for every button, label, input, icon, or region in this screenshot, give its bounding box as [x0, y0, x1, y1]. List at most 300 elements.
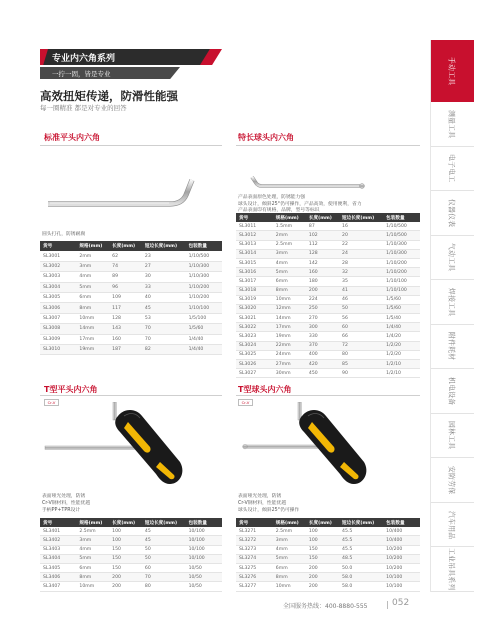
- sidebar-tab: [431, 102, 474, 147]
- table-cell: 30mm: [275, 370, 291, 376]
- table-cell: 1/2/10: [386, 370, 401, 376]
- section-description: 表面哑光处理，防锈: [238, 494, 282, 499]
- table-row: [236, 250, 420, 259]
- sidebar-tab-label: 附件耗材: [447, 332, 456, 361]
- table-cell: 1/10/200: [386, 269, 407, 275]
- section-divider: [236, 145, 420, 146]
- table-cell: 128: [112, 315, 121, 321]
- table-cell: 10mm: [275, 297, 291, 303]
- table-cell: 82: [144, 347, 151, 353]
- table-cell: 10/200: [386, 547, 403, 553]
- table-cell: 1/10/100: [386, 288, 407, 294]
- table-cell: SL3011: [239, 223, 257, 229]
- sidebar-tab-label: 汽车用品: [447, 510, 456, 539]
- table-header-row: [236, 518, 420, 527]
- spec-table-t-flat: [40, 518, 222, 592]
- table-cell: SL3021: [239, 315, 257, 321]
- table-cell: 1/5/60: [386, 297, 401, 303]
- table-cell: 2mm: [79, 253, 92, 259]
- table-row: [236, 564, 420, 573]
- table-cell: 33: [144, 284, 151, 290]
- section-divider: [40, 395, 222, 396]
- table-cell: 200: [308, 565, 318, 571]
- table-cell: 1/10/200: [386, 260, 407, 266]
- table-cell: 45.5: [342, 537, 353, 543]
- service-hotline: 全国服务热线：400-8880-555: [283, 603, 368, 610]
- t-handle-ball-key-image: [236, 402, 386, 487]
- table-cell: 224: [308, 297, 318, 303]
- table-row: [40, 283, 222, 293]
- section-title-t-flat: T型平头内六角: [44, 385, 98, 394]
- table-cell: 89: [112, 274, 118, 280]
- sidebar-tab: [431, 325, 474, 370]
- table-cell: SL3027: [239, 370, 257, 376]
- table-cell: 100: [308, 537, 318, 543]
- table-cell: 8mm: [275, 574, 288, 580]
- sidebar-tab: [431, 236, 474, 281]
- table-row: [236, 369, 420, 378]
- table-cell: SL3020: [239, 306, 257, 312]
- table-row: [236, 231, 420, 240]
- table-cell: 160: [112, 336, 121, 342]
- column-header: 短边长度(mm): [144, 244, 178, 250]
- t-handle-flat-key-image: [40, 402, 190, 487]
- table-cell: 420: [308, 361, 318, 367]
- table-cell: 2.5mm: [79, 528, 96, 534]
- table-cell: SL3009: [43, 336, 61, 342]
- table-cell: 17mm: [275, 324, 291, 330]
- table-row: [236, 527, 420, 536]
- table-cell: 200: [308, 288, 318, 294]
- ball-hex-key-image: [244, 172, 374, 194]
- table-cell: 3mm: [275, 537, 288, 543]
- table-cell: 2mm: [275, 232, 288, 238]
- section-description: 表面哑光处理，防锈: [42, 494, 86, 499]
- table-cell: 10/100: [386, 583, 403, 589]
- table-cell: SL3276: [239, 574, 257, 580]
- table-cell: 50: [342, 306, 348, 312]
- table-cell: SL3406: [43, 574, 61, 580]
- table-cell: SL3272: [239, 537, 257, 543]
- table-cell: SL3026: [239, 361, 257, 367]
- table-cell: 250: [308, 306, 318, 312]
- slogan: 一拧一固，皆是专业: [52, 69, 111, 78]
- sidebar-tab-label: 气动工具: [447, 243, 456, 272]
- table-cell: 72: [342, 343, 348, 349]
- table-cell: 70: [144, 336, 151, 342]
- table-cell: SL3007: [43, 315, 61, 321]
- table-cell: 70: [144, 574, 151, 580]
- sidebar-tab: [431, 40, 474, 102]
- table-cell: 66: [342, 334, 348, 340]
- table-header-row: [236, 213, 420, 222]
- table-cell: 150: [112, 556, 121, 562]
- material-badge: Cr-V: [238, 399, 253, 406]
- sidebar-tab: [431, 147, 474, 192]
- table-cell: SL3275: [239, 565, 257, 571]
- table-row: [236, 536, 420, 545]
- table-cell: SL3401: [43, 528, 61, 534]
- table-cell: 1/5/40: [386, 315, 401, 321]
- section-divider: [236, 395, 420, 396]
- table-cell: SL3019: [239, 297, 257, 303]
- table-cell: 4mm: [79, 547, 92, 553]
- table-row: [236, 287, 420, 296]
- table-cell: 10/200: [386, 556, 403, 562]
- table-row: [236, 323, 420, 332]
- table-cell: 150: [308, 547, 318, 553]
- column-header: 长度(mm): [112, 244, 136, 250]
- table-row: [40, 573, 222, 582]
- column-header: 长度(mm): [308, 215, 332, 221]
- table-row: [40, 564, 222, 573]
- table-cell: SL3402: [43, 537, 61, 543]
- table-cell: 300: [308, 324, 318, 330]
- table-cell: 8mm: [275, 288, 288, 294]
- table-row: [236, 268, 420, 277]
- spec-table-long-ball: [236, 213, 420, 378]
- table-row: [40, 303, 222, 313]
- column-header: 货号: [43, 244, 53, 250]
- spec-table-t-ball: [236, 518, 420, 592]
- table-cell: 70: [144, 326, 151, 332]
- table-cell: 10/100: [188, 528, 205, 534]
- table-cell: 1/4/20: [386, 334, 401, 340]
- table-row: [40, 335, 222, 345]
- table-cell: SL3015: [239, 260, 257, 266]
- table-cell: 1/10/500: [188, 253, 210, 259]
- sidebar-tab-label: 机电设备: [447, 376, 456, 406]
- table-cell: SL3017: [239, 278, 257, 284]
- table-cell: 53: [144, 315, 151, 321]
- table-row: [236, 305, 420, 314]
- table-cell: SL3014: [239, 251, 257, 257]
- section-title-t-ball: T型球头内六角: [238, 385, 292, 394]
- table-cell: 370: [308, 343, 318, 349]
- table-cell: 10mm: [79, 583, 95, 589]
- table-cell: 80: [144, 583, 151, 589]
- table-cell: 450: [308, 370, 318, 376]
- table-cell: 60: [144, 565, 151, 571]
- sidebar-tab: [431, 458, 474, 503]
- section-description: 手柄PP+TPR设计: [42, 508, 81, 513]
- table-cell: SL3018: [239, 288, 257, 294]
- table-cell: 1/10/200: [188, 284, 210, 290]
- sidebar-tab-label: 工业吊具系列: [447, 547, 456, 591]
- table-cell: 1/10/100: [386, 278, 407, 284]
- table-cell: 1/4/40: [386, 324, 401, 330]
- table-cell: 3mm: [275, 251, 288, 257]
- column-header: 货号: [239, 215, 249, 221]
- column-header: 包装数量: [386, 215, 405, 221]
- table-cell: 32: [342, 269, 348, 275]
- table-row: [40, 251, 222, 261]
- spec-table-standard-flat: [40, 241, 222, 355]
- table-cell: 5mm: [275, 269, 288, 275]
- table-row: [40, 546, 222, 555]
- table-cell: 45.5: [342, 547, 353, 553]
- sidebar-tab: [431, 547, 474, 592]
- column-header: 短边长度(mm): [144, 520, 178, 526]
- table-cell: 1/5/60: [188, 326, 204, 332]
- table-cell: SL3277: [239, 583, 257, 589]
- table-row: [236, 222, 420, 231]
- table-cell: 60: [342, 324, 348, 330]
- series-title: 专业内六角系列: [52, 54, 116, 64]
- table-cell: 10/100: [188, 537, 205, 543]
- table-cell: 41: [342, 288, 348, 294]
- table-cell: SL3002: [43, 263, 61, 269]
- section-title-long-ball: 特长球头内六角: [238, 133, 294, 142]
- table-cell: 1/10/500: [386, 232, 407, 238]
- table-cell: SL3003: [43, 274, 61, 280]
- table-cell: 150: [308, 556, 318, 562]
- column-header: 包装数量: [188, 244, 207, 250]
- column-header: 短边长度(mm): [342, 520, 375, 526]
- table-row: [40, 262, 222, 272]
- page-subheadline: 每一圈精准 都是对专业的回答: [40, 104, 127, 112]
- table-cell: SL3271: [239, 528, 257, 534]
- table-row: [236, 314, 420, 323]
- table-row: [236, 296, 420, 305]
- table-cell: 1.5mm: [275, 223, 293, 229]
- table-cell: 24mm: [275, 352, 291, 358]
- column-header: 规格(mm): [275, 215, 299, 221]
- table-cell: 8mm: [79, 574, 92, 580]
- table-row: [236, 241, 420, 250]
- table-cell: 150: [112, 547, 121, 553]
- table-cell: 180: [308, 278, 318, 284]
- table-cell: SL3405: [43, 565, 61, 571]
- table-row: [236, 259, 420, 268]
- table-cell: 10/50: [188, 583, 202, 589]
- table-cell: 1/10/500: [386, 223, 407, 229]
- table-cell: 1/4/40: [188, 336, 204, 342]
- page-number: 052: [392, 598, 410, 608]
- table-cell: 10/100: [386, 574, 403, 580]
- table-cell: 50: [144, 547, 151, 553]
- table-cell: 5mm: [275, 556, 288, 562]
- table-cell: SL3022: [239, 324, 257, 330]
- table-row: [236, 582, 420, 591]
- table-cell: 1/2/20: [386, 343, 401, 349]
- table-cell: 1/10/300: [188, 274, 210, 280]
- table-cell: 12mm: [275, 306, 291, 312]
- column-header: 规格(mm): [79, 244, 103, 250]
- table-cell: 100: [112, 537, 121, 543]
- table-cell: 1/10/300: [386, 242, 407, 248]
- table-row: [236, 555, 420, 564]
- l-hex-key-image: [42, 168, 202, 213]
- table-row: [40, 272, 222, 282]
- table-cell: SL3025: [239, 352, 257, 358]
- table-cell: 10/200: [386, 565, 403, 571]
- material-badge: Cr-V: [44, 399, 59, 406]
- sidebar-tab: [431, 191, 474, 236]
- table-cell: 117: [112, 305, 121, 311]
- table-cell: 2.5mm: [275, 242, 293, 248]
- table-cell: 100: [112, 528, 121, 534]
- column-header: 长度(mm): [308, 520, 332, 526]
- table-cell: 109: [112, 295, 121, 301]
- table-cell: 10/100: [188, 556, 205, 562]
- sidebar-tab-label: 测量工具: [447, 109, 456, 138]
- table-row: [236, 360, 420, 369]
- table-cell: SL3016: [239, 269, 257, 275]
- table-cell: 62: [112, 253, 118, 259]
- column-header: 长度(mm): [112, 520, 136, 526]
- column-header: 包装数量: [386, 520, 405, 526]
- section-description: 产品表面印有规格，品牌，型号等标识: [238, 208, 320, 213]
- table-cell: SL3407: [43, 583, 61, 589]
- table-row: [40, 555, 222, 564]
- table-cell: 22: [342, 242, 348, 248]
- table-cell: 14mm: [275, 315, 291, 321]
- table-cell: 112: [308, 242, 318, 248]
- section-description: 球头设计，倾斜25°仍可操作: [238, 508, 300, 513]
- table-cell: 400: [308, 352, 318, 358]
- table-cell: 48.5: [342, 556, 353, 562]
- table-cell: 10/400: [386, 528, 403, 534]
- table-cell: SL3403: [43, 547, 61, 553]
- table-row: [236, 277, 420, 286]
- table-header-row: [40, 241, 222, 251]
- table-cell: 200: [112, 574, 121, 580]
- sidebar-tab-label: 电子电工: [447, 154, 456, 183]
- section-description: 球头设计，倾斜25°仍可操作，产品高效，使用便利，省力: [238, 201, 362, 207]
- table-row: [40, 345, 222, 355]
- table-cell: 6mm: [79, 565, 92, 571]
- table-cell: 143: [112, 326, 121, 332]
- table-cell: 45: [144, 528, 151, 534]
- table-cell: 85: [342, 361, 348, 367]
- table-cell: 6mm: [275, 565, 288, 571]
- table-row: [40, 293, 222, 303]
- table-cell: 19mm: [275, 334, 291, 340]
- section-description: 圆头打孔，防锈耐腐: [42, 232, 86, 237]
- table-cell: 14mm: [79, 326, 95, 332]
- table-cell: 330: [308, 334, 318, 340]
- table-cell: SL3273: [239, 547, 257, 553]
- footer-separator: [387, 601, 388, 609]
- table-cell: 200: [308, 574, 318, 580]
- sidebar-tab-label: 焊接工具: [447, 287, 456, 317]
- table-cell: 1/10/100: [188, 305, 210, 311]
- table-cell: 200: [112, 583, 121, 589]
- table-cell: SL3010: [43, 347, 61, 353]
- table-cell: SL3023: [239, 334, 257, 340]
- table-cell: 1/10/200: [188, 295, 210, 301]
- table-row: [236, 351, 420, 360]
- table-cell: 1/5/60: [386, 306, 401, 312]
- table-cell: 10/400: [386, 537, 403, 543]
- table-row: [236, 342, 420, 351]
- table-cell: 10/50: [188, 565, 202, 571]
- table-cell: SL3024: [239, 343, 257, 349]
- column-header: 货号: [43, 520, 53, 526]
- section-description: Cr-V钢材料，性能优越: [42, 501, 91, 506]
- table-row: [40, 536, 222, 545]
- table-cell: 1/5/100: [188, 315, 207, 321]
- sidebar-tab: [431, 503, 474, 548]
- table-cell: 30: [144, 274, 151, 280]
- page-headline: 高效扭矩传递，防滑性能强: [40, 89, 178, 103]
- table-cell: 50.0: [342, 565, 353, 571]
- table-cell: SL3004: [43, 284, 61, 290]
- table-cell: 96: [112, 284, 118, 290]
- sidebar-tab-label: 手动工具: [447, 56, 456, 86]
- column-header: 包装数量: [188, 520, 207, 526]
- table-cell: 6mm: [79, 295, 92, 301]
- sidebar-tab-label: 园林工具: [447, 421, 456, 450]
- table-cell: 45: [144, 537, 151, 543]
- table-cell: 5mm: [79, 556, 92, 562]
- table-cell: 100: [308, 528, 318, 534]
- table-cell: 3mm: [79, 537, 92, 543]
- sidebar-tab-label: 安防劳保: [447, 465, 456, 495]
- table-header-row: [40, 518, 222, 527]
- table-cell: 87: [308, 223, 315, 229]
- table-cell: SL3274: [239, 556, 257, 562]
- table-cell: 8mm: [79, 305, 92, 311]
- table-cell: 128: [308, 251, 318, 257]
- category-sidebar: [430, 40, 474, 592]
- table-cell: 58.0: [342, 583, 353, 589]
- table-cell: 10mm: [275, 583, 291, 589]
- table-cell: 35: [342, 278, 348, 284]
- table-cell: 150: [112, 565, 121, 571]
- table-cell: 4mm: [275, 260, 288, 266]
- table-cell: 20: [342, 232, 348, 238]
- table-row: [40, 582, 222, 591]
- table-cell: SL3001: [43, 253, 61, 259]
- table-cell: 1/10/300: [188, 263, 210, 269]
- table-cell: 10mm: [79, 315, 95, 321]
- table-cell: 45: [144, 305, 151, 311]
- table-cell: 46: [342, 297, 348, 303]
- table-row: [40, 324, 222, 334]
- table-cell: SL3008: [43, 326, 61, 332]
- section-description: 产品表面原色处理，防锈能力强: [238, 195, 306, 200]
- sidebar-tab: [431, 414, 474, 459]
- table-cell: 24: [342, 251, 348, 257]
- table-row: [40, 527, 222, 536]
- table-cell: 187: [112, 347, 121, 353]
- table-cell: 160: [308, 269, 318, 275]
- table-cell: 90: [342, 370, 348, 376]
- sidebar-tab: [431, 280, 474, 325]
- column-header: 短边长度(mm): [342, 215, 375, 221]
- table-cell: 3mm: [79, 263, 92, 269]
- table-cell: 102: [308, 232, 318, 238]
- table-cell: 1/4/40: [188, 347, 204, 353]
- table-cell: 200: [308, 583, 318, 589]
- column-header: 货号: [239, 520, 249, 526]
- table-cell: 1/2/10: [386, 361, 401, 367]
- table-cell: SL3013: [239, 242, 257, 248]
- table-cell: 50: [144, 556, 151, 562]
- section-description: Cr-V钢材料，性能优越: [238, 501, 287, 506]
- table-cell: 270: [308, 315, 318, 321]
- table-cell: 2.5mm: [275, 528, 293, 534]
- table-cell: 58.0: [342, 574, 353, 580]
- table-cell: 19mm: [79, 347, 95, 353]
- table-cell: 6mm: [275, 278, 288, 284]
- table-cell: 4mm: [275, 547, 288, 553]
- table-cell: 22mm: [275, 343, 291, 349]
- table-cell: 1/10/300: [386, 251, 407, 257]
- table-row: [236, 546, 420, 555]
